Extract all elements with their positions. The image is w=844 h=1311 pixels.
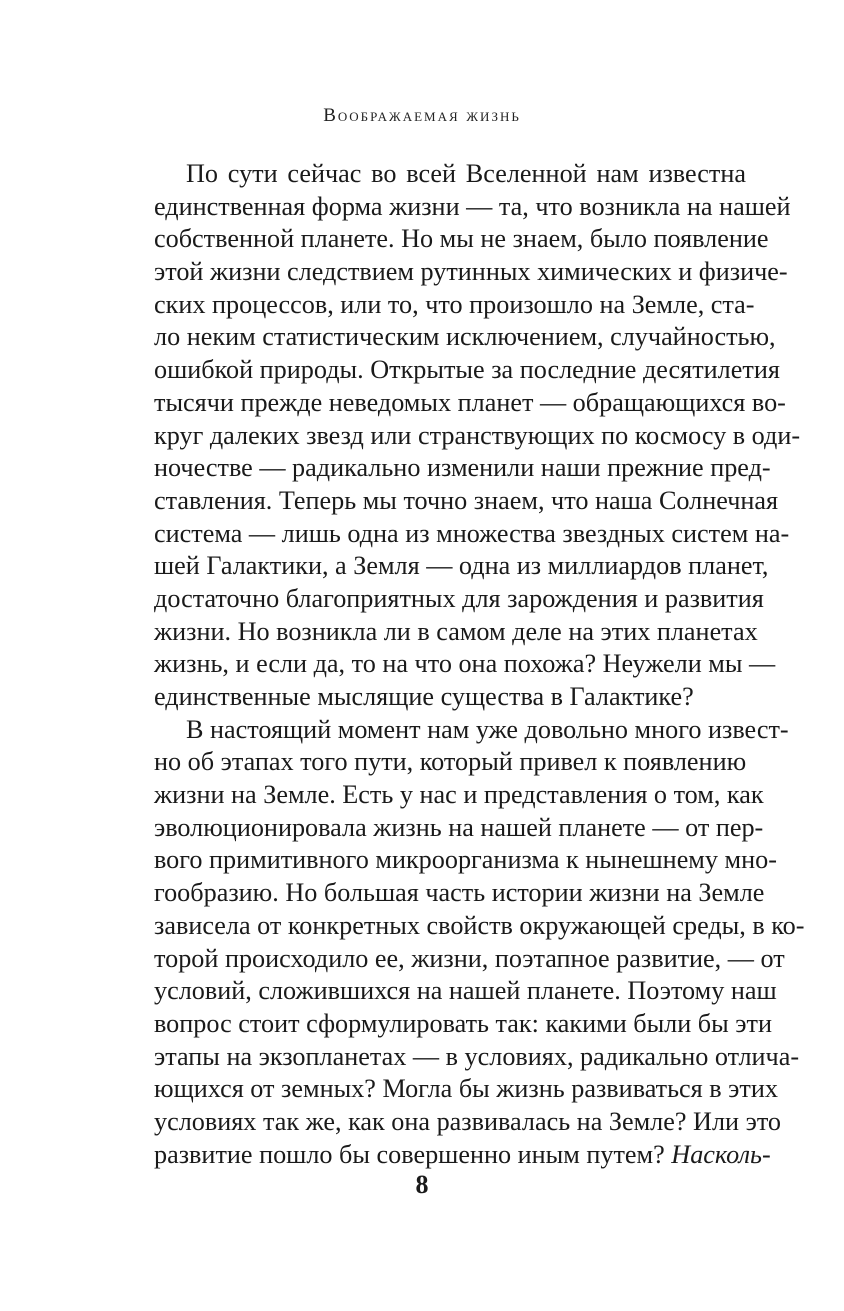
text-line: единственная форма жизни — та, что возникла на нашей: [154, 191, 791, 221]
text-line: единственные мыслящие существа в Галактике?: [154, 682, 694, 711]
text-line: ских процессов, или то, что произошло на Земле, ста-: [154, 289, 755, 319]
final-line-italic: Насколь-: [671, 1139, 771, 1169]
text-line: условиях так же, как она развивалась на Земле? Или это: [154, 1106, 782, 1136]
text-line: ночестве — радикально изменили наши прежние пред-: [154, 453, 771, 483]
running-head: Воображаемая жизнь: [323, 105, 521, 126]
text-line: круг далеких звезд или странствующих по космосу в оди-: [154, 420, 801, 450]
text-line: эволюционировала жизнь на нашей планете — от пер-: [154, 812, 764, 842]
text-line: жизни на Земле. Есть у нас и представления о том, как: [154, 780, 764, 810]
text-line: этой жизни следствием рутинных химических и физиче-: [154, 257, 788, 287]
text-line: ющихся от земных? Могла бы жизнь развиваться в этих: [154, 1074, 778, 1104]
text-line: По сути сейчас во всей Вселенной нам известна: [186, 159, 746, 188]
text-line-final: [154, 1139, 771, 1172]
text-line: В настоящий момент нам уже довольно много извест-: [186, 714, 789, 744]
text-line: тысячи прежде неведомых планет — обращающихся во-: [154, 387, 786, 417]
text-line: шей Галактики, а Земля — одна из миллиардов планет,: [154, 551, 769, 581]
text-line: ошибкой природы. Открытые за последние десятилетия: [154, 355, 780, 385]
text-line: этапы на экзопланетах — в условиях, радикально отлича-: [154, 1041, 800, 1071]
final-line-text: развитие пошло бы совершенно иным путем?: [154, 1139, 665, 1169]
text-line: вопрос стоит сформулировать так: какими были бы эти: [154, 1008, 772, 1038]
page-number: 8: [415, 1170, 429, 1199]
text-line: система — лишь одна из множества звездных систем на-: [154, 518, 790, 548]
text-line: условий, сложившихся на нашей планете. Поэтому наш: [154, 976, 777, 1006]
text-line: жизни. Но возникла ли в самом деле на этих планетах: [154, 616, 758, 646]
text-line: зависела от конкретных свойств окружающей среды, в ко-: [154, 910, 805, 940]
text-line: но об этапах того пути, который привел к появлению: [154, 747, 747, 777]
text-line: жизнь, и если да, то на что она похожа? Неужели мы —: [154, 649, 776, 679]
text-line: достаточно благоприятных для зарождения и развития: [154, 583, 764, 613]
text-line: ставления. Теперь мы точно знаем, что наша Солнечная: [154, 485, 779, 515]
body-text: [154, 158, 805, 1171]
text-line: торой происходило ее, жизни, поэтапное развитие, — от: [154, 943, 785, 973]
text-line: ло неким статистическим исключением, случайностью,: [154, 322, 776, 352]
text-line: гообразию. Но большая часть истории жизни на Земле: [154, 878, 765, 908]
text-line: собственной планете. Но мы не знаем, было появление: [154, 224, 769, 254]
text-line: вого примитивного микроорганизма к нынешнему мно-: [154, 845, 777, 875]
